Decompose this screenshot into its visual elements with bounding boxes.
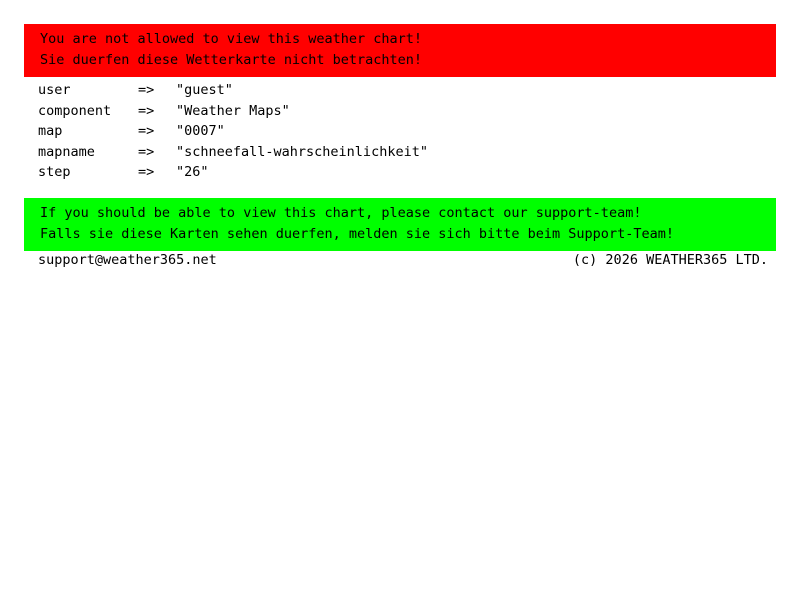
parameter-list	[38, 80, 428, 183]
parameter-key: mapname	[38, 143, 95, 160]
table-row	[38, 80, 428, 101]
error-banner	[24, 24, 776, 77]
parameter-value: "Weather Maps"	[176, 102, 290, 119]
parameter-arrow: =>	[138, 123, 155, 139]
parameter-arrow: =>	[138, 82, 155, 98]
parameter-arrow: =>	[138, 164, 155, 180]
parameter-arrow: =>	[138, 143, 155, 160]
parameter-key: map	[38, 123, 63, 139]
copyright-text: (c) 2026 WEATHER365 LTD.	[572, 252, 768, 268]
parameter-value: "0007"	[176, 123, 225, 139]
table-row	[38, 101, 428, 122]
table-row	[38, 121, 428, 142]
table-row	[38, 162, 428, 183]
parameter-table	[38, 80, 428, 183]
table-row	[38, 142, 428, 163]
parameter-key: step	[38, 164, 71, 180]
parameter-key: user	[38, 82, 71, 98]
parameter-value: "guest"	[176, 82, 233, 98]
info-banner	[24, 198, 776, 251]
footer	[38, 250, 768, 270]
support-email-link[interactable]: support@weather365.net	[38, 252, 217, 268]
parameter-value: "schneefall-wahrscheinlichkeit"	[176, 143, 428, 160]
parameter-key: component	[38, 102, 112, 119]
parameter-arrow: =>	[138, 102, 155, 119]
error-banner-line-de: Sie duerfen diese Wetterkarte nicht betrachten!	[40, 52, 423, 68]
info-banner-line-en: If you should be able to view this chart, please contact our support-team!	[40, 205, 642, 221]
info-banner-line-de: Falls sie diese Karten sehen duerfen, melden sie sich bitte beim Support-Team!	[40, 226, 674, 242]
error-banner-line-en: You are not allowed to view this weather chart!	[40, 31, 423, 47]
parameter-value: "26"	[176, 164, 209, 180]
